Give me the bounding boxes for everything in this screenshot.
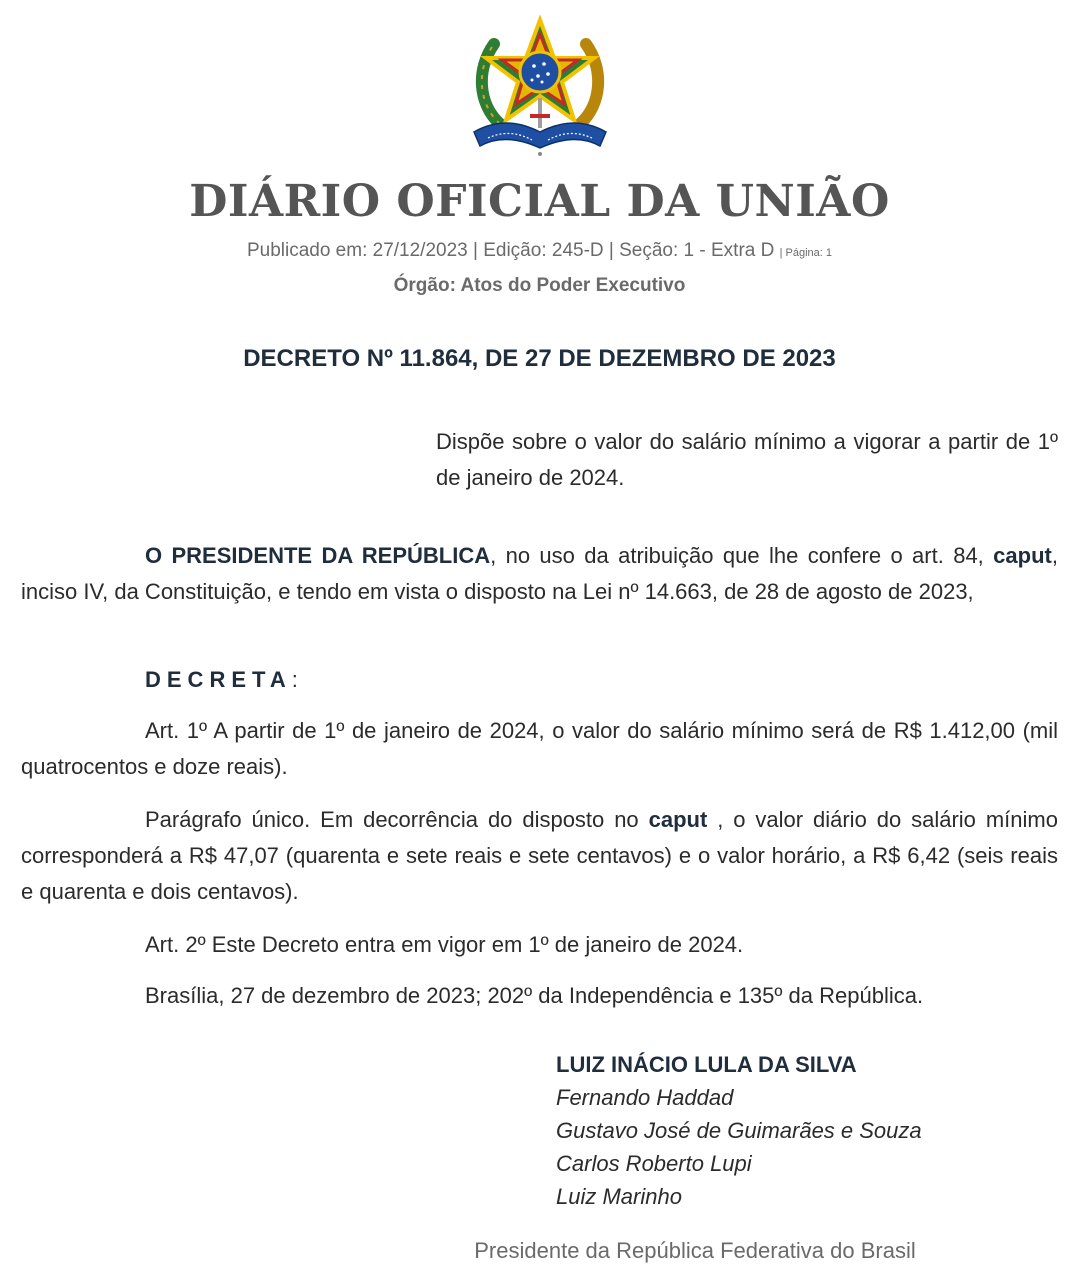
decree-title: DECRETO Nº 11.864, DE 27 DE DEZEMBRO DE 2023	[243, 345, 836, 372]
signature-block	[556, 1048, 1056, 1213]
minister-signature: Luiz Marinho	[556, 1184, 682, 1209]
decreta-label: DECRETA	[145, 667, 292, 692]
closing-line: Brasília, 27 de dezembro de 2023; 202º da Independência e 135º da República.	[145, 983, 924, 1008]
article-1: Art. 1º A partir de 1º de janeiro de 2024, o valor do salário mínimo será de R$ 1.412,00 (mil quatrocentos e doze reais).	[21, 718, 1058, 779]
publication-details: Publicado em: 27/12/2023 | Edição: 245-D | Seção: 1 - Extra D	[246, 240, 775, 261]
preamble-subject: O PRESIDENTE DA REPÚBLICA	[145, 543, 491, 568]
decree-summary: Dispõe sobre o valor do salário mínimo a vigorar a partir de 1º de janeiro de 2024.	[436, 429, 1058, 490]
preamble-text-1: , no uso da atribuição que lhe confere o art. 84,	[490, 543, 984, 568]
preamble-paragraph	[21, 538, 1058, 610]
sole-paragraph	[21, 802, 1058, 910]
masthead-title: DIÁRIO OFICIAL DA UNIÃO	[189, 176, 890, 227]
preamble-caput: caput	[993, 543, 1052, 568]
issuing-body-label: Órgão:	[393, 275, 456, 296]
brazil-coat-of-arms-icon	[470, 14, 610, 160]
paragraph-caput: caput	[648, 807, 708, 832]
issuing-body-value: Atos do Poder Executivo	[460, 275, 686, 296]
issuing-body	[0, 275, 1079, 297]
footer-note: Presidente da República Federativa do Brasil	[474, 1238, 916, 1263]
minister-signature: Carlos Roberto Lupi	[556, 1151, 752, 1176]
president-signature: LUIZ INÁCIO LULA DA SILVA	[556, 1052, 857, 1077]
preamble-text-2: , inciso IV, da Constituição, e tendo em vista o disposto na Lei nº 14.663, de 28 de agosto de 2023,	[21, 543, 1058, 604]
article-2: Art. 2º Este Decreto entra em vigor em 1º de janeiro de 2024.	[145, 932, 744, 957]
publication-info	[0, 240, 1079, 262]
paragraph-text-2: , o valor diário do salário mínimo corresponderá a R$ 47,07 (quarenta e sete reais e sete centavos) e o valor horário, a R$ 6,42 (seis reais e quarenta e dois centavos).	[21, 807, 1058, 904]
paragraph-text-1: Parágrafo único. Em decorrência do disposto no	[145, 807, 639, 832]
minister-signature: Fernando Haddad	[556, 1085, 734, 1110]
page-number: | Página: 1	[779, 247, 833, 259]
decreta-heading	[21, 662, 1058, 698]
minister-signature: Gustavo José de Guimarães e Souza	[556, 1118, 922, 1143]
decreta-colon: :	[291, 667, 298, 692]
